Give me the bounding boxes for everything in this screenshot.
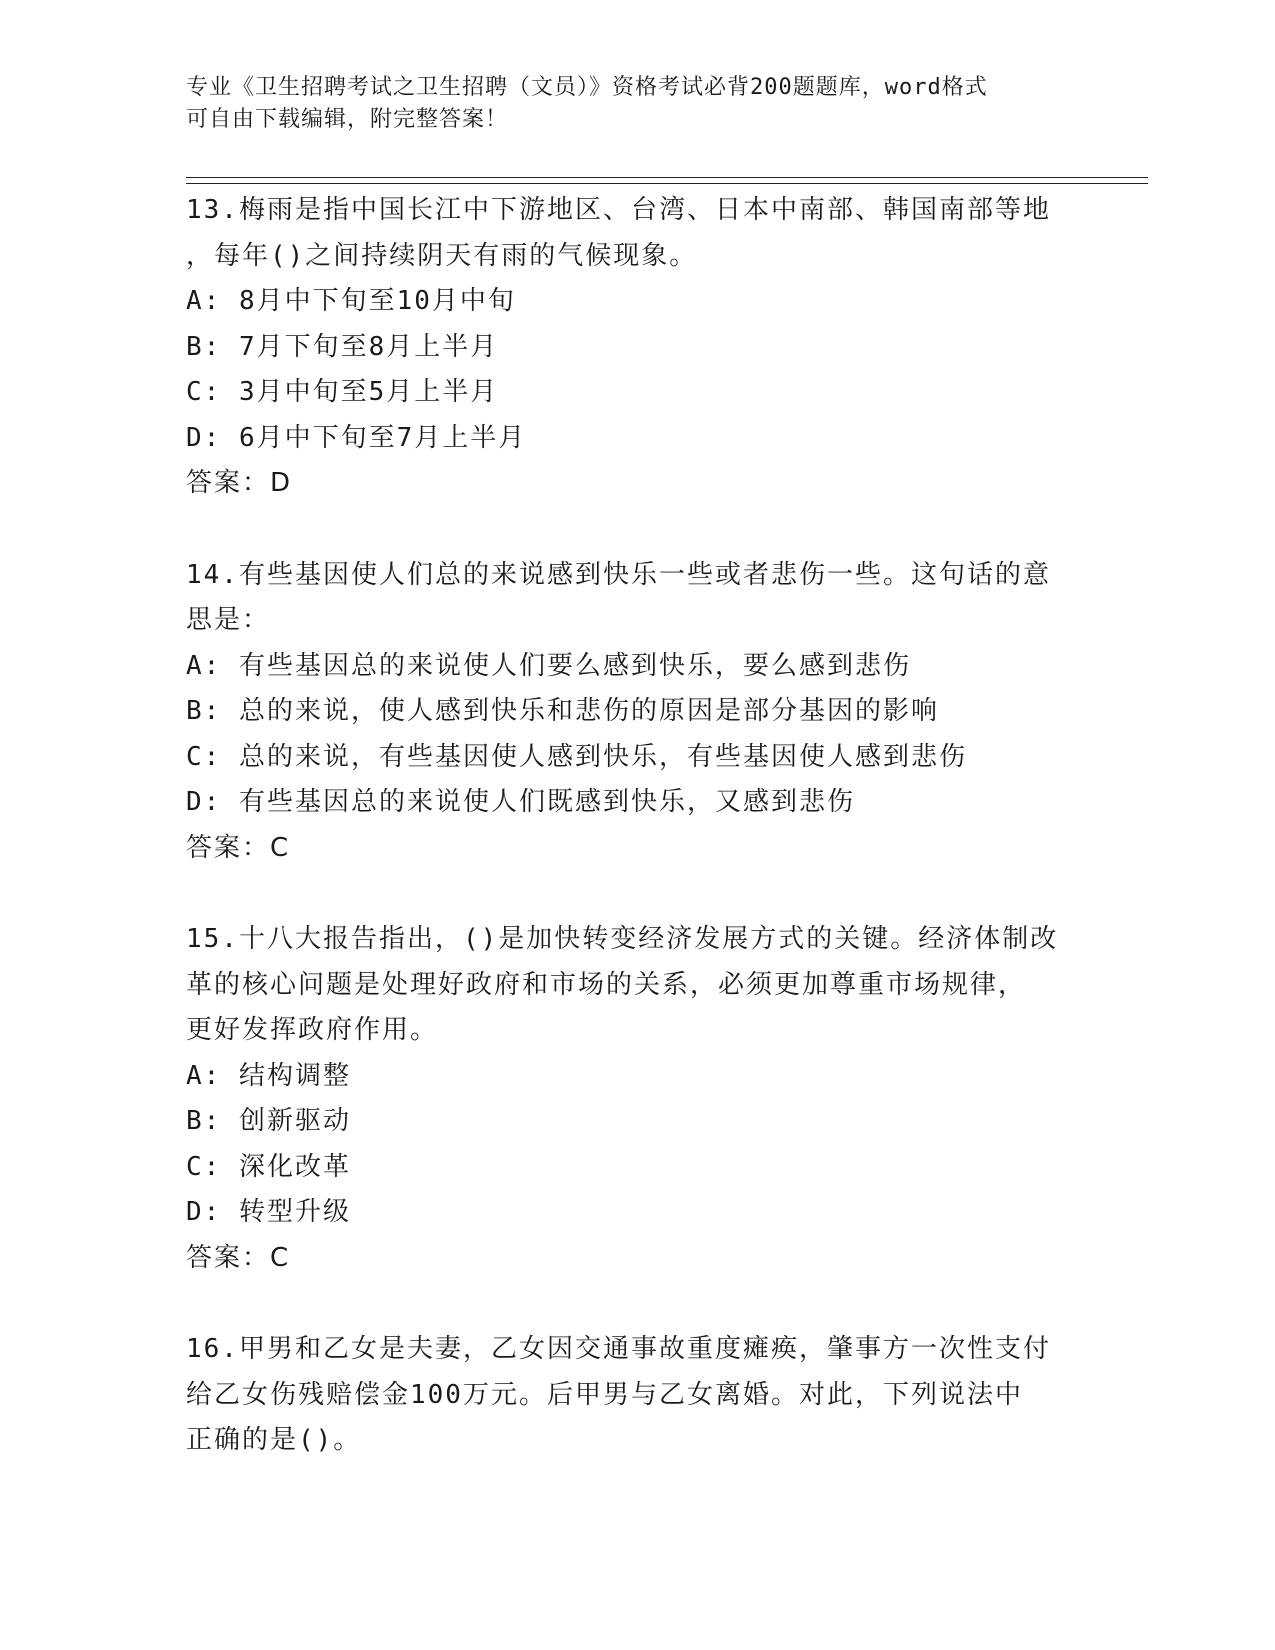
question-14: [186, 553, 1086, 872]
question-text-line: 给乙女伤残赔偿金100万元。后甲男与乙女离婚。对此，下列说法中: [186, 1379, 1023, 1410]
option-b: B: 7月下旬至8月上半月: [186, 331, 499, 362]
answer-line: 答案：C: [186, 1242, 291, 1273]
question-13: [186, 188, 1086, 507]
option-a: A: 结构调整: [186, 1060, 351, 1091]
question-text-line: 15.十八大报告指出，()是加快转变经济发展方式的关键。经济体制改: [186, 924, 1059, 954]
question-text-line: 更好发挥政府作用。: [186, 1015, 439, 1045]
option-d: D: 6月中下旬至7月上半月: [186, 422, 527, 453]
option-b: B: 创新驱动: [186, 1106, 351, 1136]
option-d: D: 转型升级: [186, 1197, 351, 1227]
question-text-line: 思是：: [186, 605, 271, 635]
document-header: [186, 72, 1066, 136]
question-text-line: 革的核心问题是处理好政府和市场的关系，必须更加尊重市场规律，: [186, 969, 1027, 1000]
question-text-line: ，每年()之间持续阴天有雨的气候现象。: [186, 240, 698, 271]
question-spacer: [186, 507, 1086, 553]
question-text-line: 14.有些基因使人们总的来说感到快乐一些或者悲伤一些。这句话的意: [186, 559, 1051, 590]
option-c: C: 深化改革: [186, 1151, 351, 1182]
header-line-2: 可自由下载编辑，附完整答案！: [186, 107, 509, 132]
question-list: [186, 188, 1086, 1464]
header-line-1: 专业《卫生招聘考试之卫生招聘（文员）》资格考试必背200题题库，word格式: [186, 75, 988, 100]
option-c: C: 3月中旬至5月上半月: [186, 377, 499, 407]
question-text-line: 13.梅雨是指中国长江中下游地区、台湾、日本中南部、韩国南部等地: [186, 195, 1051, 225]
option-a: A: 8月中下旬至10月中旬: [186, 286, 516, 316]
question-spacer: [186, 1281, 1086, 1327]
option-a: A: 有些基因总的来说使人们要么感到快乐，要么感到悲伤: [186, 650, 911, 681]
question-text-line: 正确的是()。: [186, 1425, 362, 1455]
option-d: D: 有些基因总的来说使人们既感到快乐，又感到悲伤: [186, 787, 855, 817]
option-c: C: 总的来说，有些基因使人感到快乐，有些基因使人感到悲伤: [186, 741, 967, 772]
question-15: [186, 917, 1086, 1281]
question-spacer: [186, 871, 1086, 917]
option-b: B: 总的来说，使人感到快乐和悲伤的原因是部分基因的影响: [186, 696, 939, 726]
question-16: [186, 1327, 1086, 1464]
answer-line: 答案：D: [186, 468, 293, 498]
answer-line: 答案：C: [186, 832, 291, 863]
question-text-line: 16.甲男和乙女是夫妻，乙女因交通事故重度瘫痪，肇事方一次性支付: [186, 1334, 1051, 1364]
header-divider-bottom: [186, 183, 1148, 184]
header-divider-top: [186, 177, 1148, 178]
